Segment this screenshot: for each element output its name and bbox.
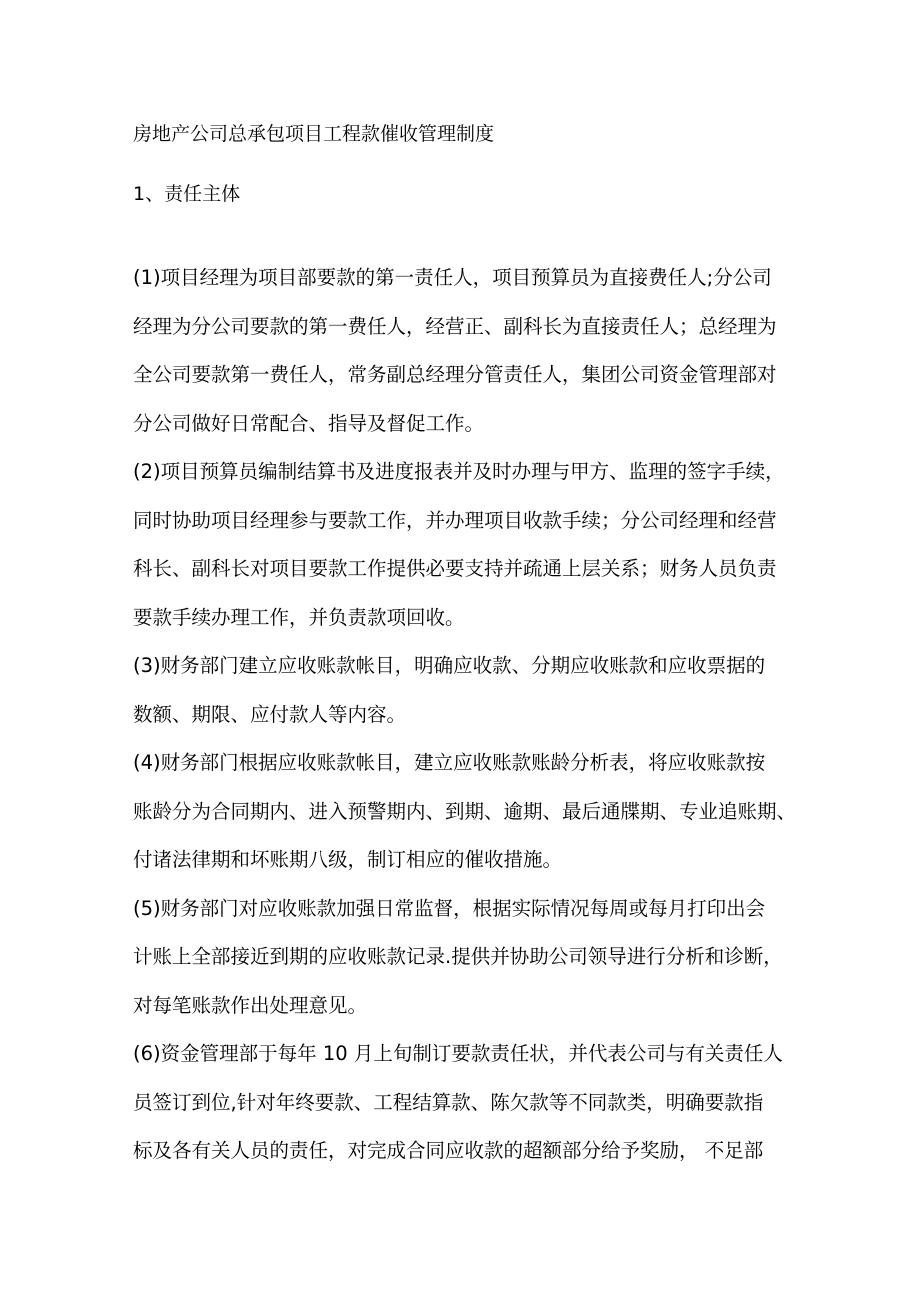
paragraph-line: 经理为分公司要款的第一费任人，经营正、副科长为直接责任人；总经理为	[133, 314, 777, 338]
paragraph	[133, 893, 813, 1039]
paragraph-line: (6)资金管理部于每年 10 月上旬制订要款责任状，并代表公司与有关责任人	[133, 1042, 783, 1065]
paragraph-line: (3)财务部门建立应收账款帐目，明确应收款、分期应收账款和应收票据的	[133, 654, 766, 677]
paragraph-line: 标及各有关人员的责任，对完成合同应收款的超额部分给予奖励， 不足部	[133, 1139, 764, 1162]
section-heading: 1、责任主体	[133, 183, 241, 205]
paragraph	[133, 747, 813, 893]
paragraph	[133, 262, 813, 456]
paragraph-line: 计账上全部接近到期的应收账款记录.提供并协助公司领导进行分析和诊断，	[133, 945, 783, 968]
paragraph-line: 数额、期限、应付款人等内容。	[133, 702, 407, 726]
paragraph-line: 科长、副科长对项目要款工作提供必要支持并疏通上层关系；财务人员负责	[133, 557, 777, 580]
paragraph-line: 付诸法律期和坏账期八级，制订相应的催收措施。	[133, 848, 563, 871]
paragraph-line: 分公司做好日常配合、指导及督促工作。	[133, 411, 485, 435]
paragraph-line: 同时协助项目经理参与要款工作，并办理项目收款手续；分公司经理和经营	[133, 508, 777, 532]
paragraph-line: 账龄分为合同期内、进入预警期内、到期、逾期、最后通牒期、专业追账期、	[133, 799, 797, 823]
paragraph	[133, 650, 813, 747]
paragraph-line: (1)项目经理为项目部要款的第一责任人，项目预算员为直接费任人;分公司	[133, 266, 772, 289]
paragraph-line: 要款手续办理工作，并负责款项回收。	[133, 605, 465, 629]
paragraph-line: (2)项目预算员编制结算书及进度报表并及时办理与甲方、监理的签字手续，	[133, 460, 785, 483]
document-title: 房地产公司总承包项目工程款催收管理制度	[133, 123, 495, 145]
paragraph-line: 对每笔账款作出处理意见。	[133, 993, 368, 1017]
paragraph	[133, 1038, 813, 1184]
paragraph-line: (4)财务部门根据应收账款帐目，建立应收账款账龄分析表，将应收账款按	[133, 751, 766, 774]
paragraph-line: 全公司要款第一费任人，常务副总经理分管责任人，集团公司资金管理部对	[133, 363, 777, 386]
paragraph-line: (5)财务部门对应收账款加强日常监督，根据实际情况每周或每月打印出会	[133, 896, 766, 920]
paragraph-line: 员签订到位,针对年终要款、工程结算款、陈欠款等不同款类，明确要款指	[133, 1090, 764, 1114]
paragraph	[133, 456, 813, 650]
body-text	[133, 262, 813, 1184]
